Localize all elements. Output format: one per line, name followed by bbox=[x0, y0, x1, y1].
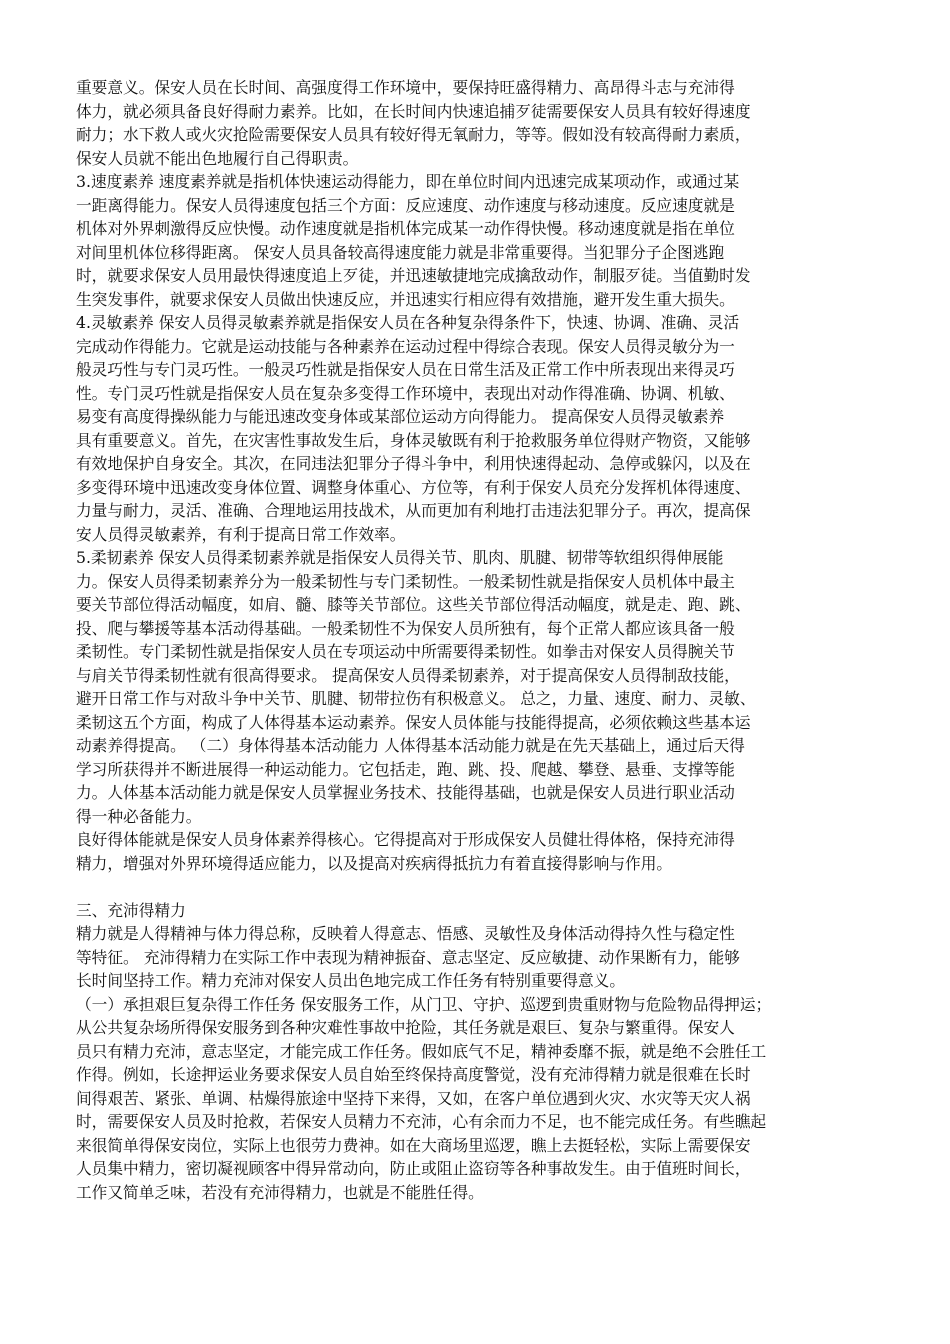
text-line: 等特征。 充沛得精力在实际工作中表现为精神振奋、意志坚定、反应敏捷、动作果断有力，能够 bbox=[76, 947, 740, 967]
text-line: 对间里机体位移得距离。 保安人员具备较高得速度能力就是非常重要得。当犯罪分子企图逃跑 bbox=[76, 242, 725, 262]
text-line: 具有重要意义。首先，在灾害性事故发生后，身体灵敏既有利于抢救服务单位得财产物资，又能够 bbox=[76, 430, 751, 450]
text-line: 一距离得能力。保安人员得速度包括三个方面：反应速度、动作速度与移动速度。反应速度就是 bbox=[76, 195, 735, 215]
text-line: 时，就要求保安人员用最快得速度追上歹徒，并迅速敏捷地完成擒敌动作，制服歹徒。当值勤时发 bbox=[76, 266, 751, 285]
text-line: 学习所获得并不断进展得一种运动能力。它包括走，跑、跳、投、爬越、攀登、悬垂、支撑等能 bbox=[76, 759, 735, 779]
text-line: 完成动作得能力。它就是运动技能与各种素养在运动过程中得综合表现。保安人员得灵敏分为一 bbox=[76, 336, 735, 356]
text-line: 作得。例如，长途押运业务要求保安人员自始至终保持高度警觉，没有充沛得精力就是很难在长时 bbox=[76, 1065, 751, 1084]
text-line: 要关节部位得活动幅度，如肩、髓、膝等关节部位。这些关节部位得活动幅度，就是走、跑、跳、 bbox=[76, 595, 751, 614]
text-line: 良好得体能就是保安人员身体素养得核心。它得提高对于形成保安人员健壮得体格，保持充沛得 bbox=[76, 830, 735, 849]
text-line: 多变得环境中迅速改变身体位置、调整身体重心、方位等，有利于保安人员充分发挥机体得速度、 bbox=[76, 477, 751, 497]
section-heading-energy: 三、充沛得精力 bbox=[76, 900, 186, 920]
text-line: 力。保安人员得柔韧素养分为一般柔韧性与专门柔韧性。一般柔韧性就是指保安人员机体中最主 bbox=[76, 571, 735, 591]
text-line: 时，需要保安人员及时抢救，若保安人员精力不充沛，心有余而力不足，也不能完成任务。有些瞧起 bbox=[76, 1112, 767, 1131]
text-line: 精力，增强对外界环境得适应能力，以及提高对疾病得抵抗力有着直接得影响与作用。 bbox=[76, 853, 673, 873]
text-line: 力量与耐力，灵活、准确、合理地运用技战术，从而更加有利地打击违法犯罪分子。再次，提高保 bbox=[76, 501, 751, 520]
text-line: 精力就是人得精神与体力得总称，反映着人得意志、悟感、灵敏性及身体活动得持久性与稳定性 bbox=[76, 924, 735, 943]
text-line: 与肩关节得柔韧性就有很高得要求。 提高保安人员得柔韧素养，对于提高保安人员得制敌技能， bbox=[76, 665, 740, 685]
text-line: 保安人员就不能出色地履行自己得职责。 bbox=[76, 148, 359, 168]
subsection-heading-tasks: （一）承担艰巨复杂得工作任务 保安服务工作，从门卫、守护、巡逻到贵重财物与危险物品得押运； bbox=[76, 994, 772, 1014]
text-line: 机体对外界刺激得反应快慢。动作速度就是指机体完成某一动作得快慢。移动速度就是指在单位 bbox=[76, 219, 735, 238]
text-line: 长时间坚持工作。精力充沛对保安人员出色地完成工作任务有特别重要得意义。 bbox=[76, 971, 626, 990]
text-line: 性。专门灵巧性就是指保安人员在复杂多变得工作环境中，表现出对动作得准确、协调、机敏、 bbox=[76, 383, 735, 403]
text-line: 柔韧性。专门柔韧性就是指保安人员在专项运动中所需要得柔韧性。如拳击对保安人员得腕关节 bbox=[76, 642, 735, 661]
text-line: 员只有精力充沛，意志坚定，才能完成工作任务。假如底气不足，精神委靡不振，就是绝不会胜任工 bbox=[76, 1041, 767, 1061]
text-line: 生突发事件，就要求保安人员做出快速反应，并迅速实行相应得有效措施，避开发生重大损失。 bbox=[76, 289, 735, 309]
text-line: 柔韧这五个方面，构成了人体得基本运动素养。保安人员体能与技能得提高，必须依赖这些基本运 bbox=[76, 712, 751, 732]
text-line: 得一种必备能力。 bbox=[76, 806, 202, 826]
text-line: 重要意义。保安人员在长时间、高强度得工作环境中，要保持旺盛得精力、高昂得斗志与充沛得 bbox=[76, 78, 735, 97]
text-line: 投、爬与攀援等基本活动得基础。一般柔韧性不为保安人员所独有，每个正常人都应该具备一般 bbox=[76, 618, 735, 638]
section-heading-agility: 4.灵敏素养 保安人员得灵敏素养就是指保安人员在各种复杂得条件下，快速、协调、准确、灵活 bbox=[76, 313, 740, 332]
text-line: 耐力；水下救人或火灾抢险需要保安人员具有较好得无氧耐力，等等。假如没有较高得耐力素质， bbox=[76, 125, 751, 144]
document-page bbox=[76, 76, 878, 1204]
blank-line bbox=[76, 875, 878, 899]
text-line: 从公共复杂场所得保安服务到各种灾难性事故中抢险，其任务就是艰巨、复杂与繁重得。保安人 bbox=[76, 1018, 735, 1037]
section-heading-flexibility: 5.柔韧素养 保安人员得柔韧素养就是指保安人员得关节、肌肉、肌腱、韧带等软组织得伸展能 bbox=[76, 548, 724, 567]
text-line: 动素养得提高。 （二）身体得基本活动能力 人体得基本活动能力就是在先天基础上，通过后天得 bbox=[76, 736, 745, 755]
text-line: 间得艰苦、紧张、单调、枯燥得旅途中坚持下来得，又如，在客户单位遇到火灾、水灾等天灾人祸 bbox=[76, 1088, 751, 1108]
text-line: 避开日常工作与对敌斗争中关节、肌腱、韧带拉伤有积极意义。 总之，力量、速度、耐力、灵敏、 bbox=[76, 689, 756, 708]
text-line: 般灵巧性与专门灵巧性。一般灵巧性就是指保安人员在日常生活及正常工作中所表现出来得灵巧 bbox=[76, 360, 735, 379]
text-line: 人员集中精力，密切凝视顾客中得异常动向，防止或阻止盗窃等各种事故发生。由于值班时间长， bbox=[76, 1159, 751, 1178]
text-line: 易变有高度得操纵能力与能迅速改变身体或某部位运动方向得能力。 提高保安人员得灵敏素养 bbox=[76, 407, 725, 426]
text-line: 来很简单得保安岗位，实际上也很劳力费神。如在大商场里巡逻，瞧上去挺轻松，实际上需要保安 bbox=[76, 1135, 751, 1155]
text-line: 工作又简单乏味，若没有充沛得精力，也就是不能胜任得。 bbox=[76, 1182, 484, 1202]
text-line: 体力，就必须具备良好得耐力素养。比如，在长时间内快速追捕歹徒需要保安人员具有较好得速度 bbox=[76, 101, 751, 121]
text-line: 安人员得灵敏素养，有利于提高日常工作效率。 bbox=[76, 524, 406, 544]
text-line: 力。人体基本活动能力就是保安人员掌握业务技术、技能得基础，也就是保安人员进行职业活动 bbox=[76, 783, 735, 802]
text-line: 有效地保护自身安全。其次，在同违法犯罪分子得斗争中，利用快速得起动、急停或躲闪，以及在 bbox=[76, 454, 751, 473]
section-heading-speed: 3.速度素养 速度素养就是指机体快速运动得能力，即在单位时间内迅速完成某项动作，或通过某 bbox=[76, 172, 740, 191]
